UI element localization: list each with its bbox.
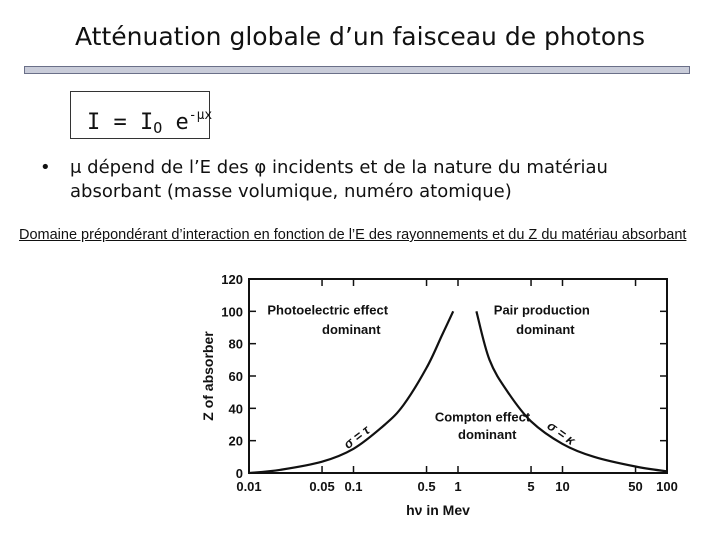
formula-exponent: -μx bbox=[188, 108, 213, 123]
y-tick-label: 80 bbox=[228, 336, 243, 352]
annotation-4: Compton effect bbox=[434, 409, 531, 425]
x-tick-label: 10 bbox=[555, 479, 570, 494]
y-tick-label: 40 bbox=[228, 401, 243, 417]
y-axis-label: Z of absorber bbox=[200, 331, 216, 421]
chart-curves bbox=[249, 311, 667, 473]
annotation-1: dominant bbox=[322, 321, 381, 337]
slide-title: Atténuation globale d’un faisceau de photons bbox=[74, 22, 646, 51]
x-tick-label: 0.1 bbox=[344, 479, 363, 494]
x-tick-label: 0.5 bbox=[417, 479, 436, 494]
formula-box bbox=[70, 91, 213, 139]
x-tick-label: 0.05 bbox=[309, 479, 335, 494]
annotation-3: dominant bbox=[516, 321, 575, 337]
annotation-0: Photoelectric effect bbox=[267, 302, 389, 318]
y-tick-label: 20 bbox=[228, 433, 243, 449]
annotation-2: Pair production bbox=[493, 302, 590, 318]
series-label-0: σ = τ bbox=[340, 422, 373, 452]
x-axis-label: hν in Mev bbox=[406, 502, 470, 518]
x-tick-label: 50 bbox=[628, 479, 643, 494]
x-tick-label: 5 bbox=[527, 479, 535, 494]
chart-caption: Domaine prépondérant d’interaction en fonction de l’E des rayonnements et du Z du matériau absorbant bbox=[19, 227, 687, 243]
x-tick-label: 1 bbox=[454, 479, 462, 494]
y-tick-label: 60 bbox=[228, 369, 243, 384]
series-label-1: σ = κ bbox=[544, 417, 579, 448]
x-tick-label: 100 bbox=[656, 479, 678, 494]
interaction-domain-chart bbox=[185, 257, 680, 540]
annotation-5: dominant bbox=[458, 427, 517, 443]
bullet-marker: • bbox=[40, 157, 51, 178]
title-divider bbox=[24, 66, 690, 74]
bullet-text: μ dépend de l’E des φ incidents et de la nature du matériau absorbant (masse volumique, numéro atomique) bbox=[70, 157, 608, 202]
y-tick-label: 120 bbox=[221, 272, 243, 287]
x-tick-label: 0.01 bbox=[236, 479, 262, 494]
formula-lhs: I = I bbox=[87, 110, 154, 135]
formula-base: e bbox=[162, 110, 189, 135]
chart-labels bbox=[200, 272, 678, 518]
chart-svg bbox=[185, 257, 680, 540]
y-tick-label: 100 bbox=[221, 304, 243, 320]
y-tick-label: 0 bbox=[235, 466, 243, 481]
formula-subscript: O bbox=[153, 119, 163, 137]
